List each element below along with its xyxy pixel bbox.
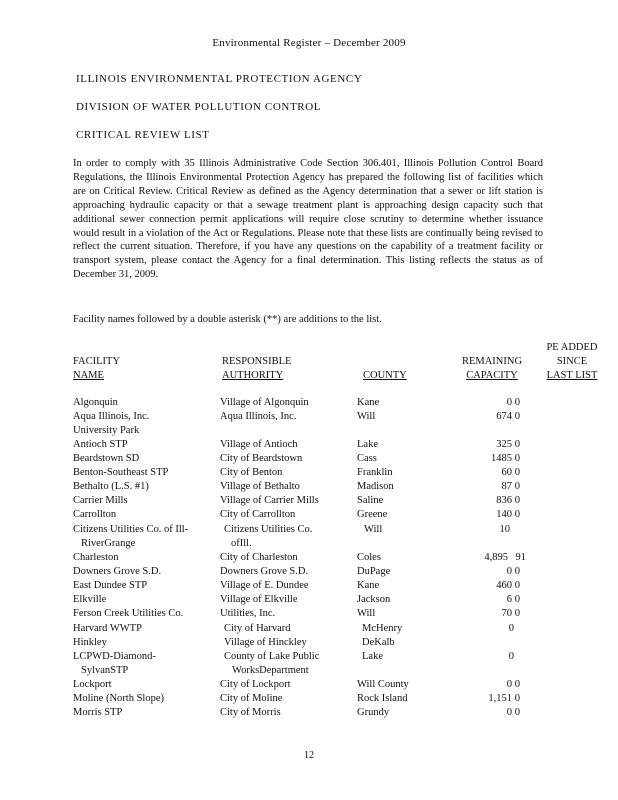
responsible-authority: Village of Hinckley xyxy=(224,637,307,648)
pe-added: 0 xyxy=(514,397,520,408)
responsible-authority: Village of Elkville xyxy=(220,594,298,605)
table-row xyxy=(0,665,618,679)
table-row xyxy=(0,552,618,566)
col-facility-header xyxy=(73,355,120,383)
col-authority-line1: RESPONSIBLE xyxy=(222,356,292,367)
responsible-authority: Utilities, Inc. xyxy=(220,608,276,619)
remaining-capacity: 70 xyxy=(501,608,512,619)
pe-added: 0 xyxy=(514,594,520,605)
facility-name: Citizens Utilities Co. of Ill- xyxy=(73,524,189,535)
remaining-capacity: 0 xyxy=(506,566,512,577)
facility-name: Lockport xyxy=(73,679,112,690)
remaining-capacity: 1485 xyxy=(491,453,512,464)
facility-name: Downers Grove S.D. xyxy=(73,566,162,577)
responsible-authority: City of Morris xyxy=(220,707,281,718)
remaining-capacity: 0 xyxy=(506,397,512,408)
table-row xyxy=(0,524,618,538)
col-facility-line2: NAME xyxy=(73,370,104,381)
col-pe-line2: SINCE xyxy=(556,356,588,367)
remaining-capacity: 460 xyxy=(496,580,512,591)
county: Kane xyxy=(357,580,380,591)
col-pe-line3: LAST LIST xyxy=(546,370,598,381)
facility-name: SylvanSTP xyxy=(81,665,129,676)
county: Greene xyxy=(357,509,388,520)
county: Grundy xyxy=(357,707,390,718)
facility-name: Aqua Illinois, Inc. xyxy=(73,411,150,422)
facility-name: Elkville xyxy=(73,594,107,605)
pe-added: 0 xyxy=(514,707,520,718)
remaining-capacity: 140 xyxy=(496,509,512,520)
facility-name: LCPWD-Diamond- xyxy=(73,651,156,662)
pe-added: 0 xyxy=(514,467,520,478)
responsible-authority: City of Moline xyxy=(220,693,283,704)
pe-added: 0 xyxy=(514,566,520,577)
col-authority-line2: AUTHORITY xyxy=(222,370,284,381)
county: Cass xyxy=(357,453,377,464)
table-row xyxy=(0,594,618,608)
col-capacity-line2: CAPACITY xyxy=(466,370,518,381)
col-pe-line1: PE ADDED xyxy=(546,342,598,353)
table-row xyxy=(0,637,618,651)
remaining-capacity: 6 xyxy=(506,594,512,605)
table-row xyxy=(0,397,618,411)
county: Saline xyxy=(357,495,384,506)
responsible-authority: Aqua Illinois, Inc. xyxy=(220,411,297,422)
pe-added: 0 xyxy=(514,580,520,591)
county: Madison xyxy=(357,481,394,492)
county: Rock Island xyxy=(357,693,408,704)
facility-name: Benton-Southeast STP xyxy=(73,467,169,478)
table-row xyxy=(0,509,618,523)
additions-note: Facility names followed by a double asterisk (**) are additions to the list. xyxy=(73,314,382,325)
agency-name: ILLINOIS ENVIRONMENTAL PROTECTION AGENCY xyxy=(76,73,363,85)
facility-name: Hinkley xyxy=(73,637,107,648)
facility-name: Charleston xyxy=(73,552,119,563)
facility-name: Bethalto (L.S. #1) xyxy=(73,481,149,492)
pe-added: 0 xyxy=(514,693,520,704)
county: DuPage xyxy=(357,566,391,577)
division-name: DIVISION OF WATER POLLUTION CONTROL xyxy=(76,101,322,113)
table-row xyxy=(0,651,618,665)
table-row xyxy=(0,580,618,594)
facility-name: Antioch STP xyxy=(73,439,128,450)
facility-name: Morris STP xyxy=(73,707,123,718)
col-capacity-line1: REMAINING xyxy=(461,356,523,367)
remaining-capacity: 10 xyxy=(499,524,510,535)
page-number: 12 xyxy=(304,750,314,761)
facility-name: Ferson Creek Utilities Co. xyxy=(73,608,184,619)
table-row xyxy=(0,467,618,481)
county: Kane xyxy=(357,397,380,408)
remaining-capacity: 0 xyxy=(508,651,514,662)
responsible-authority: Village of Bethalto xyxy=(220,481,300,492)
responsible-authority: City of Benton xyxy=(220,467,283,478)
col-pe-header xyxy=(540,341,604,383)
responsible-authority: City of Carrollton xyxy=(220,509,296,520)
table-row xyxy=(0,481,618,495)
table-row xyxy=(0,679,618,693)
pe-added: 0 xyxy=(514,439,520,450)
responsible-authority: Citizens Utilities Co. xyxy=(224,524,313,535)
col-county-header: COUNTY xyxy=(363,370,407,381)
county: Franklin xyxy=(357,467,393,478)
facility-name: Carrier Mills xyxy=(73,495,128,506)
pe-added: 0 xyxy=(514,679,520,690)
intro-paragraph: In order to comply with 35 Illinois Administrative Code Section 306.401, Illinois Pollution Control Board Regulations, the Illinois Environmental Protection Agency has prepared the following list of facilities which are on Critical Review. Critical Review as defined as the Agency determination that a sewer or lift station is approaching hydraulic capacity or that a sewage treatment plant is approaching design capacity such that additional sewer connection permit applications will require close scrutiny to determine whether issuance would result in a violation of the Act or Regulations. Please note that these lists are continually being revised to reflect the current situation. Therefore, if you have any questions on the capability of a treatment facility or transport system, please contact the Agency for a final determination. This listing reflects the status as of December 31, 2009. xyxy=(73,158,543,281)
remaining-capacity: 0 xyxy=(506,679,512,690)
responsible-authority: City of Harvard xyxy=(224,623,291,634)
county: DeKalb xyxy=(362,637,395,648)
pe-added: 0 xyxy=(514,495,520,506)
pe-added: 0 xyxy=(514,411,520,422)
county: Lake xyxy=(362,651,383,662)
pe-added: 0 xyxy=(514,608,520,619)
county: Will xyxy=(364,524,383,535)
responsible-authority: ofIll. xyxy=(231,538,252,549)
county: Lake xyxy=(357,439,378,450)
page-header: Environmental Register – December 2009 xyxy=(212,37,406,49)
pe-added: 0 xyxy=(514,481,520,492)
pe-added: 91 xyxy=(515,552,526,563)
remaining-capacity: 1,151 xyxy=(488,693,512,704)
list-title: CRITICAL REVIEW LIST xyxy=(76,129,210,141)
responsible-authority: City of Charleston xyxy=(220,552,298,563)
county: Coles xyxy=(357,552,381,563)
table-row xyxy=(0,693,618,707)
remaining-capacity: 4,895 xyxy=(484,552,508,563)
responsible-authority: City of Lockport xyxy=(220,679,291,690)
table-row xyxy=(0,453,618,467)
responsible-authority: WorksDepartment xyxy=(232,665,309,676)
remaining-capacity: 87 xyxy=(501,481,512,492)
county: McHenry xyxy=(362,623,403,634)
facility-name: Beardstown SD xyxy=(73,453,140,464)
table-row xyxy=(0,495,618,509)
county: Jackson xyxy=(357,594,391,605)
responsible-authority: Village of Antioch xyxy=(220,439,298,450)
table-row xyxy=(0,425,618,439)
facility-name: East Dundee STP xyxy=(73,580,148,591)
table-row xyxy=(0,608,618,622)
pe-added: 0 xyxy=(514,509,520,520)
responsible-authority: Village of Carrier Mills xyxy=(220,495,319,506)
responsible-authority: County of Lake Public xyxy=(224,651,320,662)
responsible-authority: Village of E. Dundee xyxy=(220,580,309,591)
facility-name: Algonquin xyxy=(73,397,118,408)
responsible-authority: Downers Grove S.D. xyxy=(220,566,309,577)
remaining-capacity: 60 xyxy=(501,467,512,478)
responsible-authority: City of Beardstown xyxy=(220,453,303,464)
county: Will County xyxy=(357,679,409,690)
col-authority-header xyxy=(222,355,291,383)
facility-name: Moline (North Slope) xyxy=(73,693,164,704)
col-capacity-header xyxy=(460,355,524,383)
remaining-capacity: 325 xyxy=(496,439,512,450)
remaining-capacity: 836 xyxy=(496,495,512,506)
pe-added: 0 xyxy=(514,453,520,464)
remaining-capacity: 674 xyxy=(496,411,512,422)
county: Will xyxy=(357,608,376,619)
facility-name: Carrollton xyxy=(73,509,117,520)
table-row xyxy=(0,439,618,453)
remaining-capacity: 0 xyxy=(508,623,514,634)
table-row xyxy=(0,623,618,637)
county: Will xyxy=(357,411,376,422)
facility-name: Harvard WWTP xyxy=(73,623,142,634)
table-row xyxy=(0,566,618,580)
col-facility-line1: FACILITY xyxy=(73,356,121,367)
facility-name: RiverGrange xyxy=(81,538,136,549)
table-row xyxy=(0,411,618,425)
facility-name: University Park xyxy=(73,425,140,436)
table-row xyxy=(0,707,618,721)
table-row xyxy=(0,538,618,552)
responsible-authority: Village of Algonquin xyxy=(220,397,309,408)
remaining-capacity: 0 xyxy=(506,707,512,718)
